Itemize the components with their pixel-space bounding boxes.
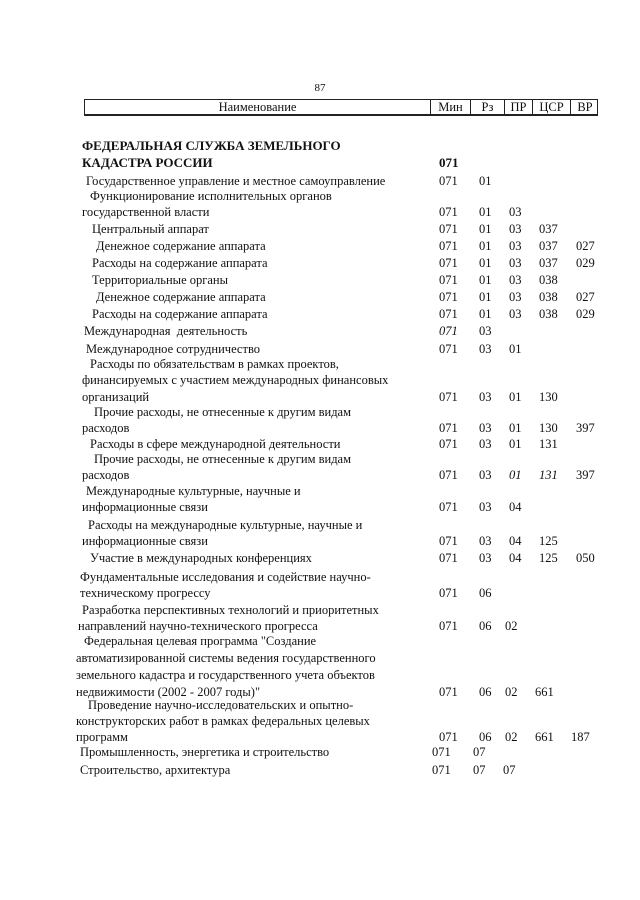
cell-vr: 397	[576, 421, 595, 435]
row-name-line: Прочие расходы, не отнесенные к другим видам	[94, 452, 352, 466]
cell-pr: 04	[509, 551, 522, 565]
row-name-line: Расходы в сфере международной деятельности	[90, 437, 341, 451]
row-name-line: Денежное содержание аппарата	[96, 239, 266, 253]
header-csr: ЦСР	[532, 100, 570, 114]
row-name-line: программ	[76, 730, 128, 744]
row-name-line: расходов	[82, 468, 130, 482]
cell-min: 071	[439, 390, 458, 404]
cell-min: 071	[439, 551, 458, 565]
cell-pr: 01	[509, 468, 522, 482]
row-name-line: Международное сотрудничество	[86, 342, 261, 356]
cell-rz: 06	[479, 619, 492, 633]
cell-vr: 029	[576, 256, 595, 270]
row-name-line: Расходы на международные культурные, научные и	[88, 518, 363, 532]
row-name-line: Прочие расходы, не отнесенные к другим видам	[94, 405, 352, 419]
cell-rz: 06	[479, 730, 492, 744]
cell-pr: 02	[505, 619, 518, 633]
row-name-line: организаций	[82, 390, 150, 404]
cell-pr: 04	[509, 500, 522, 514]
cell-csr: 038	[539, 307, 558, 321]
cell-rz: 07	[473, 745, 486, 759]
cell-vr: 397	[576, 468, 595, 482]
cell-pr: 03	[509, 290, 522, 304]
cell-rz: 06	[479, 685, 492, 699]
cell-pr: 03	[509, 239, 522, 253]
cell-rz: 06	[479, 586, 492, 600]
cell-rz: 01	[479, 273, 492, 287]
row-name-line: информационные связи	[82, 500, 208, 514]
cell-pr: 02	[505, 730, 518, 744]
cell-min: 071	[439, 155, 459, 170]
cell-csr: 131	[539, 468, 558, 482]
cell-rz: 03	[479, 390, 492, 404]
cell-min: 071	[439, 307, 458, 321]
cell-min: 071	[439, 174, 458, 188]
row-name-line: направлений научно-технического прогресса	[78, 619, 318, 633]
cell-pr: 01	[509, 437, 522, 451]
cell-csr: 125	[539, 534, 558, 548]
cell-pr: 03	[509, 222, 522, 236]
cell-rz: 03	[479, 324, 492, 338]
cell-pr: 01	[509, 421, 522, 435]
cell-csr: 131	[539, 437, 558, 451]
row-name-line: Строительство, архитектура	[80, 763, 231, 777]
cell-rz: 01	[479, 205, 492, 219]
cell-rz: 03	[479, 421, 492, 435]
row-name-line: КАДАСТРА РОССИИ	[82, 155, 213, 170]
row-name-line: ФЕДЕРАЛЬНАЯ СЛУЖБА ЗЕМЕЛЬНОГО	[82, 138, 341, 153]
cell-min: 071	[432, 745, 451, 759]
header-min: Мин	[430, 100, 470, 114]
row-name-line: финансируемых с участием международных финансовых	[82, 373, 389, 387]
row-name-line: конструкторских работ в рамках федеральных целевых	[76, 714, 370, 728]
cell-vr: 027	[576, 290, 595, 304]
row-name-line: Центральный аппарат	[92, 222, 209, 236]
row-name-line: Проведение научно-исследовательских и опытно-	[88, 698, 354, 712]
cell-pr: 03	[509, 307, 522, 321]
row-name-line: Территориальные органы	[92, 273, 229, 287]
cell-min: 071	[439, 324, 458, 338]
cell-rz: 01	[479, 222, 492, 236]
cell-pr: 03	[509, 205, 522, 219]
cell-min: 071	[439, 586, 458, 600]
header-pr: ПР	[504, 100, 532, 114]
cell-pr: 01	[509, 342, 522, 356]
cell-min: 071	[439, 222, 458, 236]
cell-csr: 661	[535, 685, 554, 699]
cell-rz: 01	[479, 307, 492, 321]
cell-csr: 661	[535, 730, 554, 744]
cell-rz: 03	[479, 342, 492, 356]
cell-pr: 03	[509, 273, 522, 287]
row-name-line: информационные связи	[82, 534, 208, 548]
row-name-line: недвижимости (2002 - 2007 годы)"	[76, 685, 261, 699]
row-name-line: автоматизированной системы ведения государственного	[76, 651, 376, 665]
cell-pr: 01	[509, 390, 522, 404]
cell-rz: 01	[479, 239, 492, 253]
row-name-line: Расходы на содержание аппарата	[92, 307, 268, 321]
cell-csr: 037	[539, 256, 558, 270]
cell-rz: 01	[479, 290, 492, 304]
cell-rz: 03	[479, 500, 492, 514]
cell-min: 071	[439, 685, 458, 699]
cell-rz: 07	[473, 763, 486, 777]
cell-csr: 038	[539, 273, 558, 287]
cell-min: 071	[432, 763, 451, 777]
header-rz: Рз	[470, 100, 504, 114]
cell-min: 071	[439, 468, 458, 482]
cell-min: 071	[439, 730, 458, 744]
cell-pr: 04	[509, 534, 522, 548]
row-name-line: Функционирование исполнительных органов	[90, 189, 332, 203]
cell-min: 071	[439, 205, 458, 219]
row-name-line: Федеральная целевая программа "Создание	[84, 634, 317, 648]
cell-csr: 037	[539, 239, 558, 253]
cell-rz: 03	[479, 551, 492, 565]
cell-rz: 03	[479, 437, 492, 451]
header-vr: ВР	[570, 100, 599, 114]
row-name-line: расходов	[82, 421, 130, 435]
cell-rz: 01	[479, 174, 492, 188]
row-name-line: земельного кадастра и государственного учета объектов	[76, 668, 375, 682]
row-name-line: Участие в международных конференциях	[90, 551, 312, 565]
cell-min: 071	[439, 534, 458, 548]
cell-csr: 038	[539, 290, 558, 304]
cell-min: 071	[439, 500, 458, 514]
cell-min: 071	[439, 239, 458, 253]
cell-rz: 01	[479, 256, 492, 270]
cell-pr: 03	[509, 256, 522, 270]
row-name-line: Международная деятельность	[84, 324, 248, 338]
cell-vr: 187	[571, 730, 590, 744]
row-name-line: Государственное управление и местное самоуправление	[86, 174, 386, 188]
cell-pr: 07	[503, 763, 516, 777]
cell-min: 071	[439, 290, 458, 304]
cell-csr: 125	[539, 551, 558, 565]
cell-min: 071	[439, 342, 458, 356]
row-name-line: Денежное содержание аппарата	[96, 290, 266, 304]
cell-min: 071	[439, 619, 458, 633]
cell-pr: 02	[505, 685, 518, 699]
row-name-line: Фундаментальные исследования и содействие научно-	[80, 570, 371, 584]
row-name-line: Расходы по обязательствам в рамках проектов,	[90, 357, 339, 371]
cell-csr: 130	[539, 390, 558, 404]
cell-vr: 027	[576, 239, 595, 253]
row-name-line: техническому прогрессу	[80, 586, 211, 600]
row-name-line: Промышленность, энергетика и строительство	[80, 745, 330, 759]
page-number: 87	[314, 82, 326, 94]
cell-min: 071	[439, 256, 458, 270]
cell-vr: 029	[576, 307, 595, 321]
cell-min: 071	[439, 437, 458, 451]
cell-min: 071	[439, 273, 458, 287]
row-name-line: Расходы на содержание аппарата	[92, 256, 268, 270]
row-name-line: государственной власти	[82, 205, 210, 219]
cell-min: 071	[439, 421, 458, 435]
row-name-line: Разработка перспективных технологий и приоритетных	[82, 603, 379, 617]
cell-rz: 03	[479, 534, 492, 548]
cell-rz: 03	[479, 468, 492, 482]
row-name-line: Международные культурные, научные и	[86, 484, 301, 498]
cell-csr: 130	[539, 421, 558, 435]
header-name: Наименование	[218, 100, 297, 114]
cell-csr: 037	[539, 222, 558, 236]
cell-vr: 050	[576, 551, 595, 565]
